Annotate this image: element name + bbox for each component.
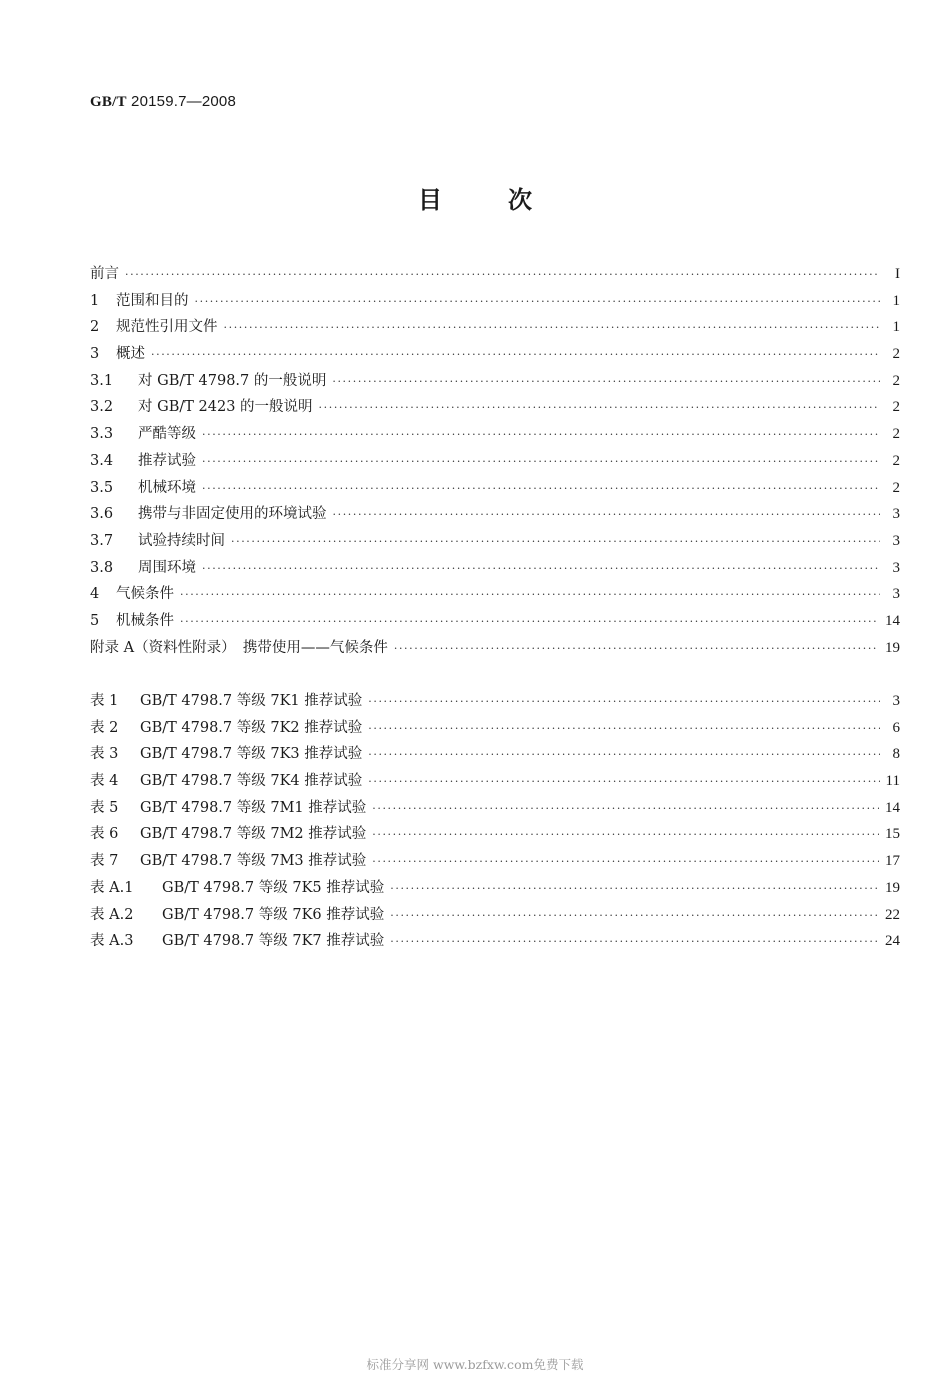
table-entry[interactable] <box>90 849 900 876</box>
table-label: GB/T 4798.7 等级 7M2 推荐试验 <box>140 826 367 843</box>
dot-leader <box>390 882 879 895</box>
toc-number: 3.5 <box>90 479 114 496</box>
dot-leader <box>224 321 881 334</box>
dot-leader <box>390 909 879 922</box>
dot-leader <box>202 562 880 575</box>
dot-leader <box>368 775 879 788</box>
dot-leader <box>319 401 880 414</box>
toc-label: 对 GB/T 2423 的一般说明 <box>138 399 313 416</box>
list-of-tables <box>90 689 900 956</box>
toc-entry[interactable] <box>90 422 900 449</box>
toc-entry[interactable] <box>90 609 900 636</box>
toc-number: 3.3 <box>90 426 114 443</box>
dot-leader <box>195 295 881 308</box>
dot-leader <box>372 855 879 868</box>
table-page: 3 <box>892 693 900 709</box>
table-label: GB/T 4798.7 等级 7M3 推荐试验 <box>140 853 367 870</box>
standard-code <box>90 93 236 111</box>
toc-number: 2 <box>90 319 100 336</box>
toc-page: 1 <box>892 319 900 336</box>
toc-label: 机械环境 <box>138 479 196 496</box>
table-label: GB/T 4798.7 等级 7K1 推荐试验 <box>140 693 363 709</box>
toc-entry[interactable] <box>90 582 900 609</box>
table-of-contents <box>90 262 900 662</box>
table-number: 表 5 <box>90 799 119 816</box>
toc-number: 3.1 <box>90 372 114 389</box>
toc-entry-preface[interactable] <box>90 262 900 289</box>
toc-entry[interactable] <box>90 529 900 556</box>
table-number: 表 A.3 <box>90 933 134 950</box>
toc-number: 3.4 <box>90 452 114 469</box>
toc-entry[interactable] <box>90 476 900 503</box>
toc-number: 3.8 <box>90 559 114 576</box>
toc-number: 5 <box>90 612 100 629</box>
toc-page: 2 <box>892 346 900 363</box>
dot-leader <box>368 722 880 735</box>
table-number: 表 3 <box>90 746 119 763</box>
toc-number: 3.7 <box>90 532 114 549</box>
table-entry[interactable] <box>90 769 900 796</box>
toc-label: 前言 <box>90 266 119 282</box>
toc-label: 气候条件 <box>116 586 174 603</box>
toc-page: 19 <box>885 639 900 656</box>
toc-entry[interactable] <box>90 395 900 422</box>
dot-leader <box>368 695 880 708</box>
table-entry[interactable] <box>90 716 900 743</box>
table-label: GB/T 4798.7 等级 7K4 推荐试验 <box>140 773 363 790</box>
table-label: GB/T 4798.7 等级 7K5 推荐试验 <box>162 879 385 896</box>
toc-page: 3 <box>892 559 900 576</box>
toc-label: 携带与非固定使用的环境试验 <box>138 506 327 523</box>
dot-leader <box>333 508 881 521</box>
toc-label: 对 GB/T 4798.7 的一般说明 <box>138 372 327 389</box>
toc-entry[interactable] <box>90 342 900 369</box>
table-page: 17 <box>885 853 900 870</box>
table-page: 24 <box>885 933 900 950</box>
toc-page: 2 <box>892 399 900 416</box>
page-title: 目次 <box>418 186 598 214</box>
toc-label: 严酷等级 <box>138 426 196 443</box>
toc-label: 机械条件 <box>116 612 174 629</box>
table-entry[interactable] <box>90 796 900 823</box>
table-number: 表 4 <box>90 773 119 790</box>
table-entry[interactable] <box>90 742 900 769</box>
toc-page: 2 <box>892 479 900 496</box>
toc-page: 3 <box>892 586 900 603</box>
table-page: 6 <box>892 719 900 736</box>
toc-page: 2 <box>892 426 900 443</box>
toc-number: 3 <box>90 346 100 363</box>
toc-page: 1 <box>892 292 900 309</box>
toc-number: 3.2 <box>90 399 114 416</box>
toc-entry[interactable] <box>90 289 900 316</box>
dot-leader <box>202 482 880 495</box>
toc-entry[interactable] <box>90 369 900 396</box>
table-label: GB/T 4798.7 等级 7K2 推荐试验 <box>140 719 363 736</box>
dot-leader <box>180 615 879 628</box>
table-entry[interactable] <box>90 822 900 849</box>
table-page: 15 <box>885 826 900 843</box>
table-page: 8 <box>892 746 900 763</box>
table-entry[interactable] <box>90 903 900 930</box>
dot-leader <box>125 268 880 281</box>
toc-number: 4 <box>90 586 100 603</box>
toc-page: 3 <box>892 506 900 523</box>
toc-page: 2 <box>892 452 900 469</box>
toc-page: I <box>895 266 900 282</box>
table-label: GB/T 4798.7 等级 7K3 推荐试验 <box>140 746 363 763</box>
table-page: 11 <box>885 773 900 790</box>
table-number: 表 7 <box>90 853 119 870</box>
table-page: 22 <box>885 906 900 923</box>
table-number: 表 A.1 <box>90 879 134 896</box>
dot-leader <box>180 588 880 601</box>
watermark-footer: 标准分享网 www.bzfxw.com免费下载 <box>366 1357 584 1372</box>
toc-page: 14 <box>885 612 900 629</box>
table-entry[interactable] <box>90 929 900 956</box>
toc-label: 概述 <box>116 346 145 363</box>
dot-leader <box>372 802 879 815</box>
table-number: 表 1 <box>90 693 119 709</box>
table-label: GB/T 4798.7 等级 7K6 推荐试验 <box>162 906 385 923</box>
toc-entry-appendix-a[interactable] <box>90 636 900 663</box>
toc-number: 1 <box>90 292 100 309</box>
toc-label: 附录 A（资料性附录） 携带使用——气候条件 <box>90 639 388 656</box>
toc-entry[interactable] <box>90 502 900 529</box>
toc-label: 规范性引用文件 <box>116 319 218 336</box>
toc-label: 推荐试验 <box>138 452 196 469</box>
toc-label: 范围和目的 <box>116 292 189 309</box>
table-page: 14 <box>885 799 900 816</box>
table-page: 19 <box>885 879 900 896</box>
table-entry[interactable] <box>90 876 900 903</box>
toc-label: 周围环境 <box>138 559 196 576</box>
toc-label: 试验持续时间 <box>138 532 225 549</box>
dot-leader <box>372 828 879 841</box>
toc-number: 3.6 <box>90 506 114 523</box>
table-label: GB/T 4798.7 等级 7M1 推荐试验 <box>140 799 367 816</box>
dot-leader <box>151 348 880 361</box>
standard-prefix: GB/T <box>90 94 127 110</box>
dot-leader <box>394 642 879 655</box>
table-number: 表 6 <box>90 826 119 843</box>
toc-page: 2 <box>892 372 900 389</box>
dot-leader <box>202 428 880 441</box>
table-number: 表 A.2 <box>90 906 134 923</box>
toc-entry[interactable] <box>90 449 900 476</box>
table-number: 表 2 <box>90 719 119 736</box>
dot-leader <box>332 375 880 388</box>
dot-leader <box>231 535 880 548</box>
dot-leader <box>368 748 880 761</box>
table-entry[interactable] <box>90 689 900 716</box>
dot-leader <box>202 455 880 468</box>
table-label: GB/T 4798.7 等级 7K7 推荐试验 <box>162 933 385 950</box>
toc-entry[interactable] <box>90 556 900 583</box>
standard-number: 20159.7—2008 <box>131 93 237 110</box>
dot-leader <box>390 935 879 948</box>
toc-page: 3 <box>892 532 900 549</box>
toc-entry[interactable] <box>90 315 900 342</box>
